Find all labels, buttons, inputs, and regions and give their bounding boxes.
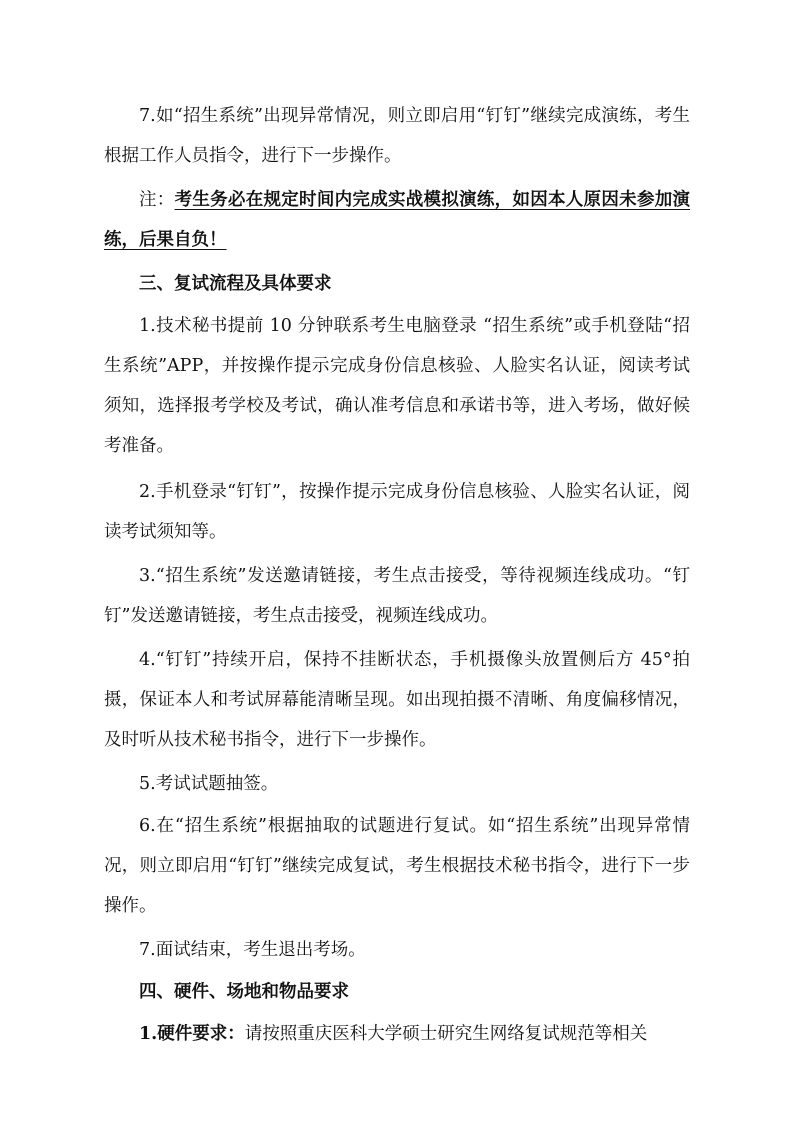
paragraph-step-3: 3.“招生系统”发送邀请链接，考生点击接受，等待视频连线成功。“钉钉”发送邀请链接，考生点击接受，视频连线成功。 (104, 566, 690, 626)
paragraph-step-5: 5.考试试题抽签。 (139, 774, 279, 794)
section-heading-4: 四、硬件、场地和物品要求 (139, 982, 349, 1002)
section-heading-3: 三、复试流程及具体要求 (139, 274, 332, 294)
paragraph-step-7-end: 7.面试结束，考生退出考场。 (139, 940, 366, 960)
note-paragraph (104, 180, 690, 260)
hardware-label: 1.硬件要求： (139, 1024, 245, 1044)
note-prefix: 注： (139, 190, 175, 210)
paragraph-step-1: 1.技术秘书提前 10 分钟联系考生电脑登录 “招生系统”或手机登陆“招生系统”APP，并按操作提示完成身份信息核验、人脸实名认证，阅读考试须知，选择报考学校及考试，确认准考信息和承诺书等，进入考场，做好候考准备。 (104, 316, 690, 456)
paragraph-step-6: 6.在“招生系统”根据抽取的试题进行复试。如“招生系统”出现异常情况，则立即启用“钉钉”继续完成复试，考生根据技术秘书指令，进行下一步操作。 (104, 816, 690, 916)
hardware-requirements-paragraph (104, 1014, 690, 1054)
paragraph-step-7-drill: 7.如“招生系统”出现异常情况，则立即启用“钉钉”继续完成演练，考生根据工作人员指令，进行下一步操作。 (104, 106, 690, 166)
paragraph-step-2: 2.手机登录“钉钉”，按操作提示完成身份信息核验、人脸实名认证，阅读考试须知等。 (104, 482, 690, 542)
paragraph-step-4: 4.“钉钉”持续开启，保持不挂断状态，手机摄像头放置侧后方 45°拍摄，保证本人和考试屏幕能清晰呈现。如出现拍摄不清晰、角度偏移情况，及时听从技术秘书指令，进行下一步操作。 (104, 650, 690, 750)
note-warning-text: 考生务必在规定时间内完成实战模拟演练，如因本人原因未参加演练，后果自负！ (104, 190, 691, 250)
hardware-text: 请按照重庆医科大学硕士研究生网络复试规范等相关 (244, 1024, 648, 1044)
